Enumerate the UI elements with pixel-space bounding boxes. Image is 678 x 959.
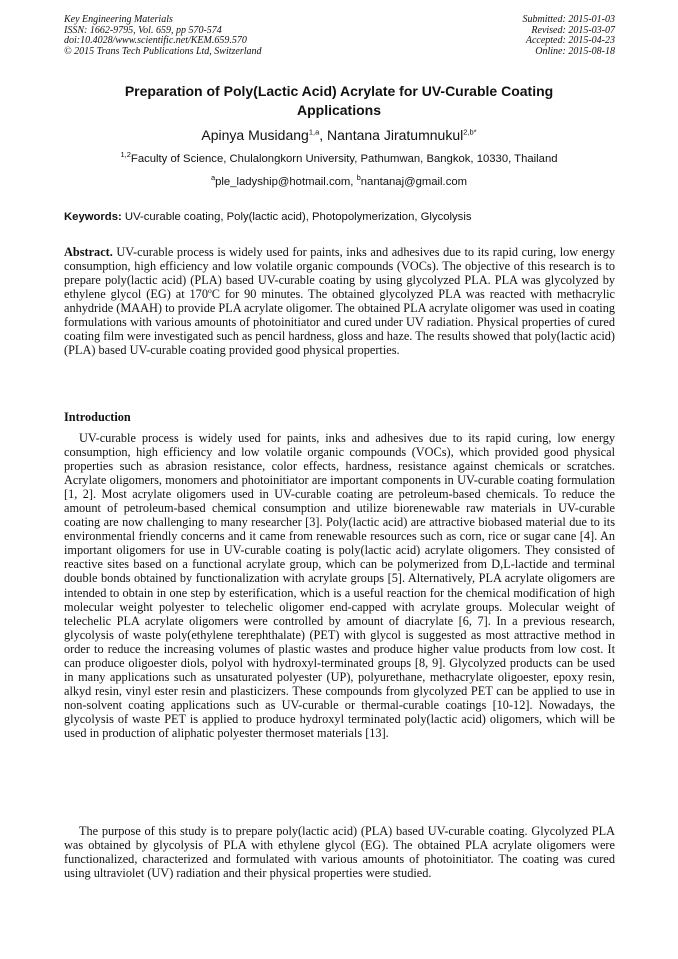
email-b-sup: b (356, 173, 361, 183)
abstract-label: Abstract. (64, 245, 113, 259)
accepted-date: Accepted: 2015-04-23 (525, 35, 615, 47)
submitted-date: Submitted: 2015-01-03 (522, 14, 615, 25)
keywords-label: Keywords: (64, 211, 122, 223)
author-separator: , (319, 127, 328, 143)
email-a-sup: a (210, 173, 216, 183)
title-line-2: Applications (296, 102, 381, 118)
intro-paragraph-2: The purpose of this study is to prepare poly(lactic acid) (PLA) based UV-curable coating. Glycolyzed PLA was obtained by glycolysis of PLA with ethylene glycol (EG). The obtained PLA acrylate oligomers were functionalized, characterized and formulated with various amounts of photoinitiator. The coating was cured using ultraviolet (UV) radiation and their physical properties were studied. (64, 824, 615, 881)
email-b: nantanaj@gmail.com (360, 176, 468, 188)
author-1-sup: 1,a (308, 127, 320, 137)
copyright: © 2015 Trans Tech Publications Ltd, Switzerland (64, 45, 262, 57)
affiliation (64, 152, 614, 167)
affiliation-text: Faculty of Science, Chulalongkorn University, Pathumwan, Bangkok, 10330, Thailand (130, 153, 558, 165)
authors (64, 126, 614, 144)
author-1: Apinya Musidang (201, 127, 309, 143)
section-heading-introduction: Introduction (64, 410, 131, 424)
abstract (64, 245, 615, 357)
doi: doi:10.4028/www.scientific.net/KEM.659.570 (64, 35, 247, 47)
degree-sup: o (207, 286, 212, 296)
abstract-text-1: UV-curable process is widely used for paints, inks and adhesives due to its rapid curing, low energy consumption, high efficiency and low volatile organic compounds (VOCs). The objective of this research is to prepare poly(lactic acid) (PLA) based UV-curable coating by using glycolyzed PLA. PLA was glycolyzed by ethylene glycol (EG) at 170 (64, 245, 615, 302)
online-date: Online: 2015-08-18 (535, 45, 615, 57)
dates-info (523, 15, 616, 57)
email-a: ple_ladyship@hotmail.com, (215, 176, 357, 188)
issn: ISSN: 1662-9795, Vol. 659, pp 570-574 (64, 24, 222, 36)
affiliation-sup: 1,2 (120, 150, 131, 160)
author-2: Nantana Jiratumnukul (327, 127, 464, 143)
journal-name: Key Engineering Materials (64, 14, 173, 25)
keywords-text: UV-curable coating, Poly(lactic acid), Photopolymerization, Glycolysis (121, 211, 472, 223)
abstract-text-2: C for 90 minutes. The obtained glycolyzed PLA was reacted with methacrylic anhydride (MAAH) to provide PLA acrylate oligomer. The obtained PLA acrylate oligomer was used in coating formulations with various amounts of photoinitiator and cured under UV radiation. Physical properties of cured coating film were investigated such as pencil hardness, gloss and haze. The results showed that poly(lactic acid) (PLA) based UV-curable coating provided good physical properties. (64, 287, 615, 358)
journal-info (64, 15, 262, 57)
keywords (64, 210, 616, 225)
emails (64, 175, 614, 190)
paper-title (70, 82, 608, 120)
title-line-1: Preparation of Poly(Lactic Acid) Acrylate for UV-Curable Coating (124, 83, 554, 99)
revised-date: Revised: 2015-03-07 (531, 24, 615, 36)
author-2-sup: 2,b* (463, 127, 477, 137)
intro-paragraph-1: UV-curable process is widely used for paints, inks and adhesives due to its rapid curing, low energy consumption, high efficiency and low volatile organic compounds (VOCs), which provided good physical properties such as abrasion resistance, color effects, hardness, resistance against chemicals or scratches. Acrylate oligomers, monomers and photoinitiator are important components in UV-curable coating formulation [1, 2]. Most acrylate oligomers used in UV-curable coating are petroleum-based chemicals. To reduce the amount of petroleum-based chemical consumption and utilize biorenewable raw materials in UV-curable coating are now challenging to many researcher [3]. Poly(lactic acid) are attractive biobased material due to its environmental friendly concerns and it came from renewable resources such as corn, rice or sugar cane [4]. An important oligomers for use in UV-curable coating is poly(lactic acid) acrylate oligomers. They consisted of reactive sites based on a functional acrylate group, which can be polymerized from D,L-lactide and terminal double bonds obtained by functionalization with acrylate groups [5]. Alternatively, PLA acrylate oligomers are intended to obtain in one step by esterification, which is a useful reaction for the chemical modification of high molecular weight polyester to telechelic oligomer end-capped with acrylate groups. Molecular weight of telechelic PLA acrylate oligomers were controlled by amount of diacrylate [6, 7]. In a previous research, glycolysis of waste poly(ethylene terephthalate) (PET) with glycol is suggested as most attractive method in order to reduce the increasing volumes of plastic wastes and produce higher value products from low cost. It can produce oligoester diols, polyol with hydroxyl-terminated groups [8, 9]. Glycolyzed products can be used in many applications such as unsaturated polyester (UP), polyurethane, methacrylate oligoester, epoxy resin, alkyd resin, vinyl ester resin and plasticizers. These compounds from glycolyzed PET can be applied to use in non-solvent coating applications such as UV-curable or thermal-curable coatings [10-12]. Nowadays, the glycolysis of waste PET is applied to produce hydroxyl terminated poly(lactic acid) oligomers, which will be used in production of aliphatic polyester thermoset materials [13]. (64, 431, 615, 740)
